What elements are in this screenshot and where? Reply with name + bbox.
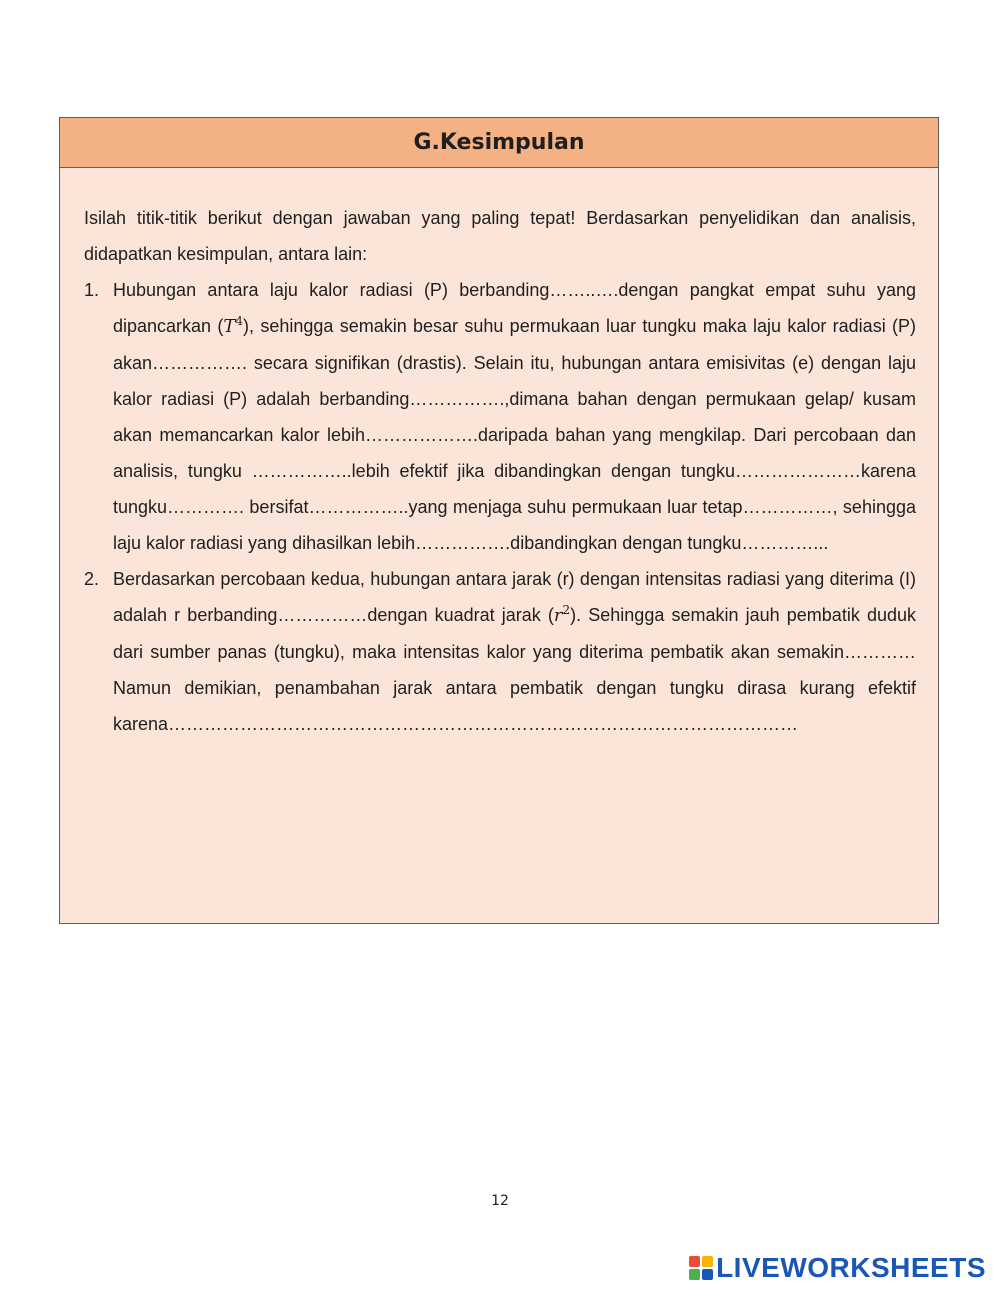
item-text-block bbox=[113, 561, 916, 706]
math-exponent: 4 bbox=[235, 314, 244, 328]
logo-tile bbox=[702, 1256, 713, 1267]
conclusion-item-1 bbox=[84, 272, 916, 561]
item-text-part: ). Sehingga semakin jauh pembatik duduk dari sumber panas (tungku), maka intensitas kalor yang diterima pembatik akan semakin…………Namun demikian, penambahan jarak antara pembatik dengan tungku dirasa kurang efektif bbox=[113, 605, 916, 698]
math-expression bbox=[554, 605, 570, 626]
liveworksheets-logo-icon bbox=[689, 1256, 713, 1280]
section-title: G.Kesimpulan bbox=[413, 130, 585, 155]
logo-tile bbox=[689, 1269, 700, 1280]
math-base: T bbox=[223, 316, 236, 337]
item-text-part: Berdasarkan percobaan kedua, hubungan antara jarak (r) dengan intensitas radiasi yang diterima (I) adalah r berbanding……………dengan kuadrat jarak ( bbox=[113, 569, 916, 625]
section-header bbox=[60, 118, 938, 168]
item-number: 1. bbox=[84, 280, 100, 300]
conclusion-box bbox=[59, 117, 939, 924]
item-text-part: Hubungan antara laju kalor radiasi (P) berbanding……..….dengan pangkat empat suhu yang dipancarkan ( bbox=[113, 280, 916, 336]
math-exponent: 2 bbox=[562, 603, 571, 617]
brand-name: LIVEWORKSHEETS bbox=[716, 1252, 986, 1283]
conclusion-list bbox=[84, 272, 916, 742]
liveworksheets-brand bbox=[689, 1252, 986, 1284]
page-number: 12 bbox=[491, 1193, 509, 1209]
item-text-last-line: karena…………………………………………………………………………………………… bbox=[113, 714, 799, 734]
logo-tile bbox=[689, 1256, 700, 1267]
logo-tile bbox=[702, 1269, 713, 1280]
intro-text: Isilah titik-titik berikut dengan jawaban yang paling tepat! Berdasarkan penyelidikan dan analisis, didapatkan kesimpulan, antara lain: bbox=[84, 208, 916, 264]
section-body bbox=[60, 168, 938, 742]
math-base: r bbox=[553, 605, 563, 626]
math-expression bbox=[223, 316, 243, 337]
item-number: 2. bbox=[84, 569, 100, 589]
item-text-part: ), sehingga semakin besar suhu permukaan luar tungku maka laju kalor radiasi (P) akan……………. secara signifikan (drastis). Selain itu, hubungan antara emisivitas (e) dengan laju kalor radiasi (P) adalah berbanding…………….,dimana bahan dengan permukaan gelap/ kusam akan memancarkan kalor lebih……………….daripada bahan yang mengkilap. Dari percobaan dan analisis, tungku ……………..lebih efektif jika dibandingkan dengan tungku…………………karena tungku…………. bersifat……………..yang menjaga suhu permukaan luar tetap……………, sehingga laju kalor radiasi yang dihasilkan lebih…………….dibandingkan dengan tungku…………... bbox=[113, 316, 916, 553]
conclusion-item-2 bbox=[84, 561, 916, 742]
